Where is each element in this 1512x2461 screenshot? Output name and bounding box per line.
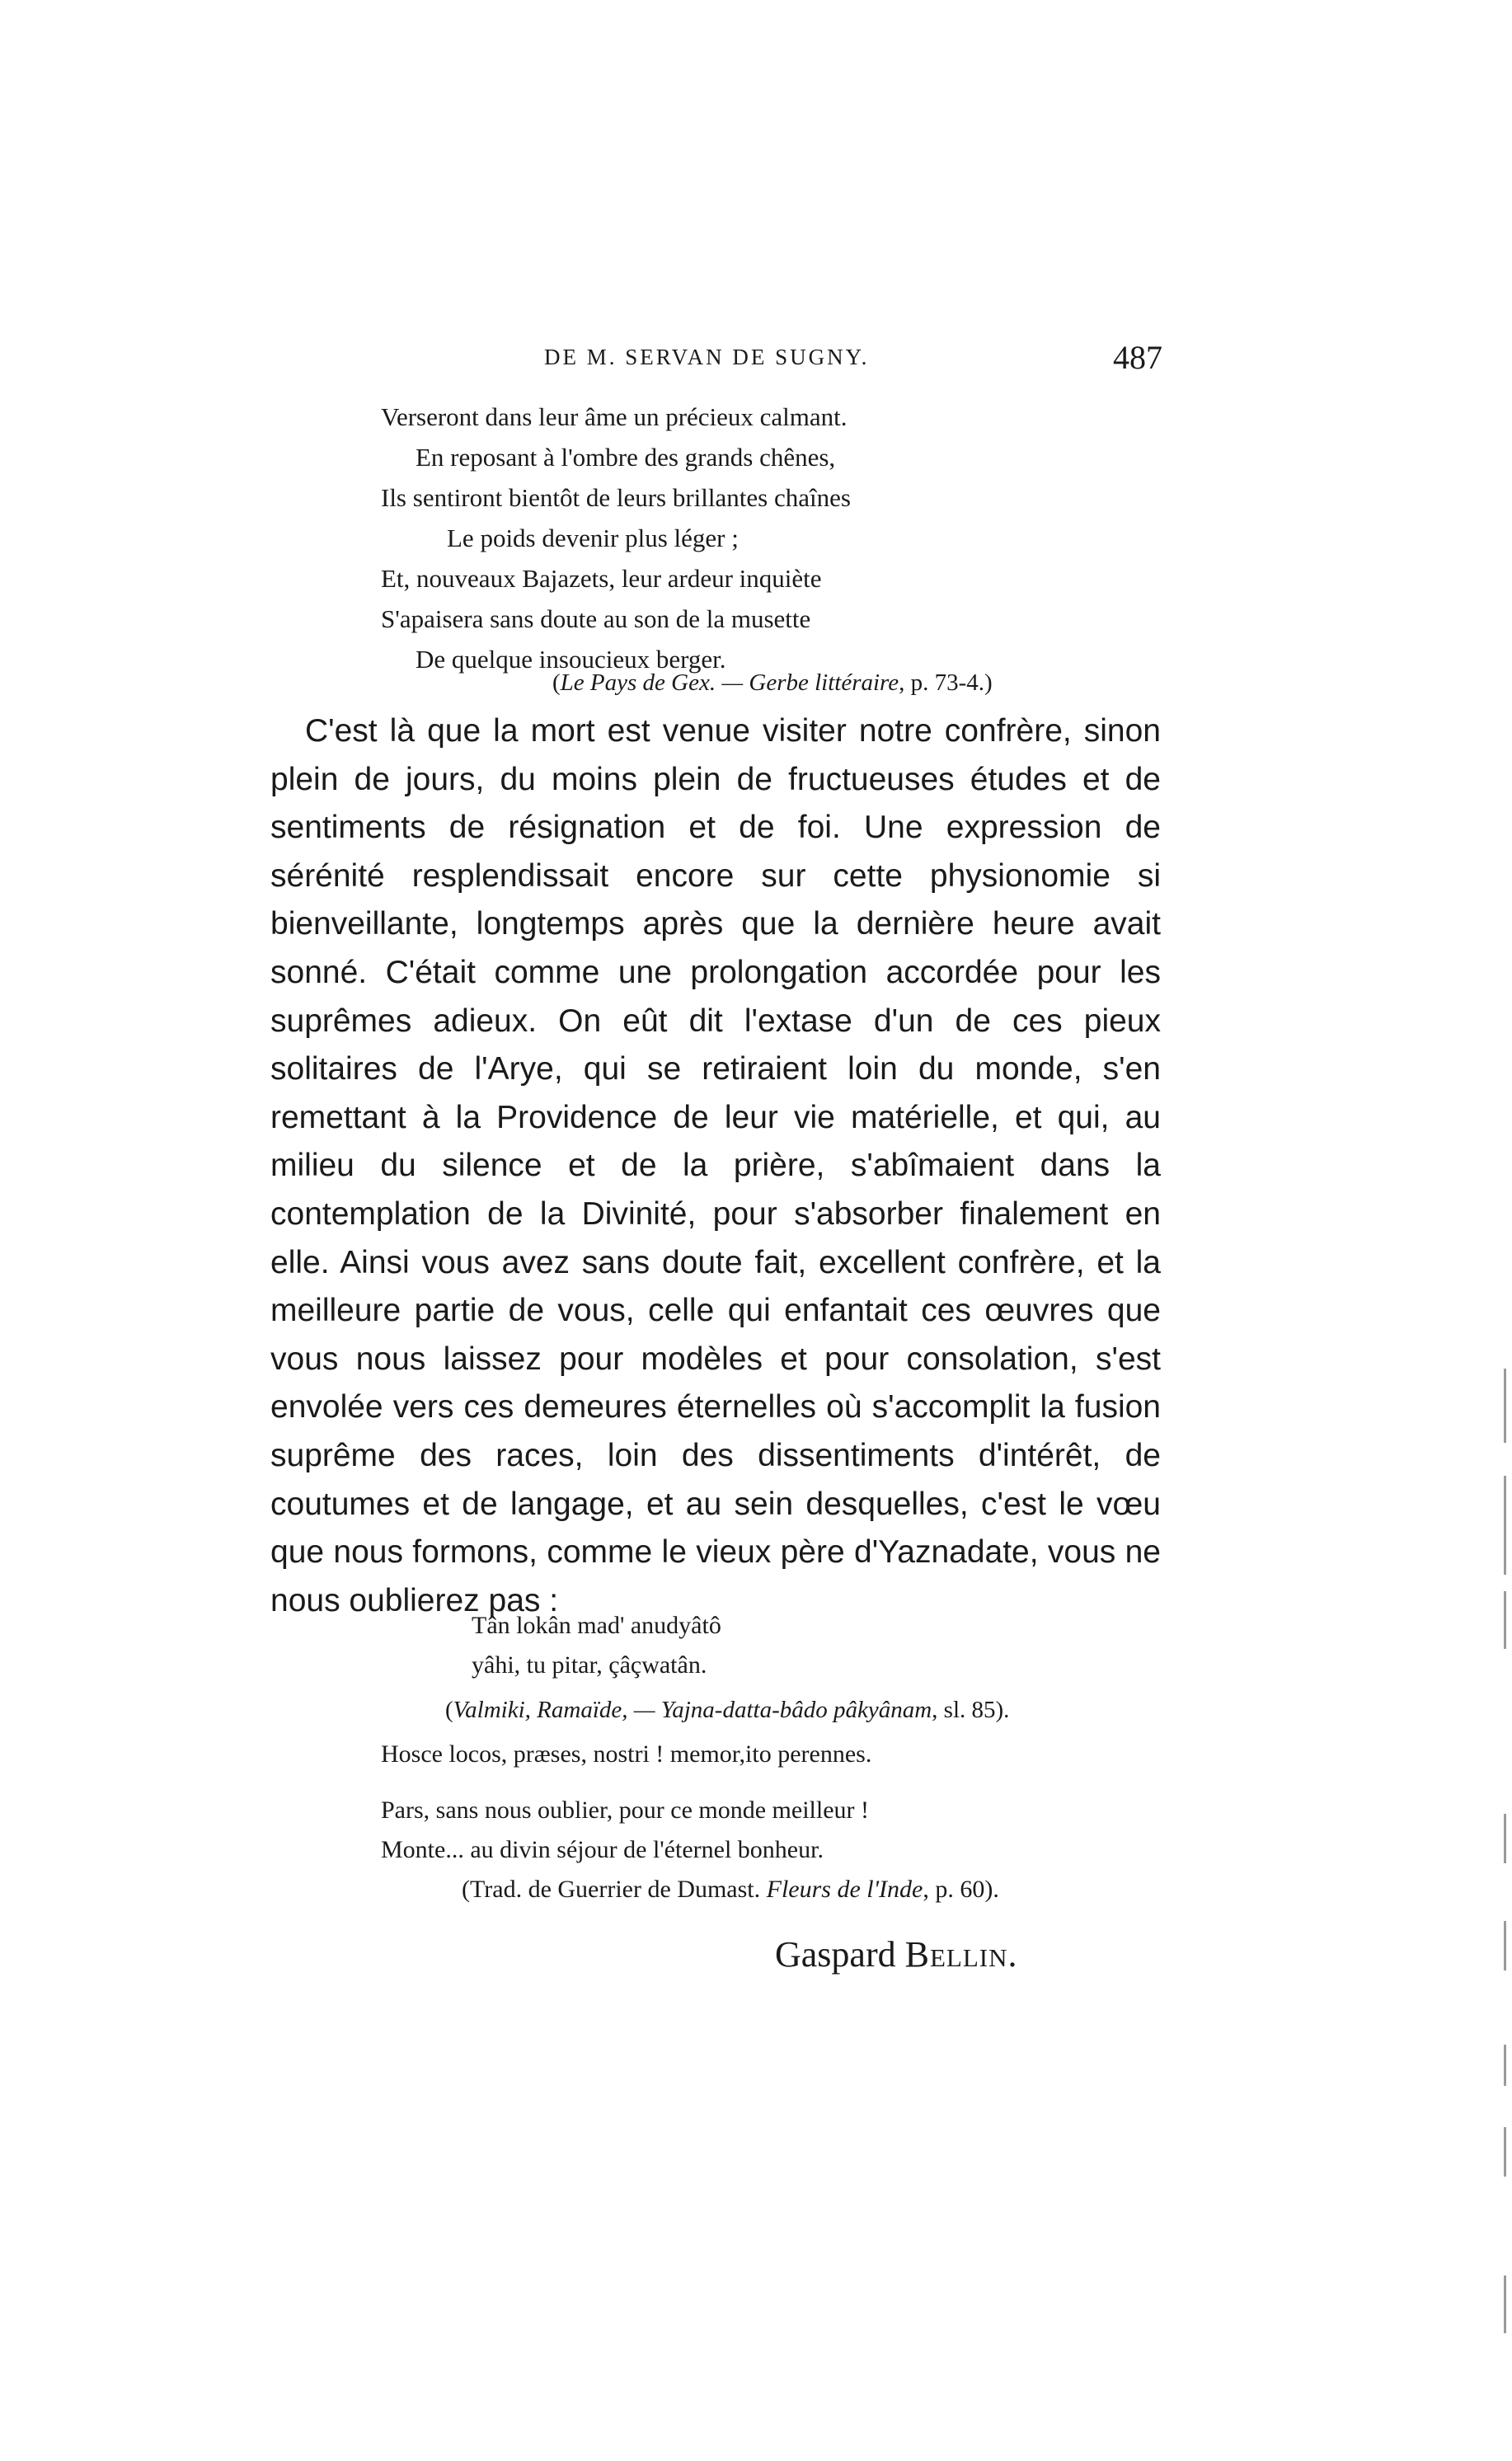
citation-page: , p. 73-4.): [899, 669, 993, 696]
page-header: [272, 339, 1162, 386]
french-line: Monte... au divin séjour de l'éternel bonheur.: [381, 1836, 824, 1863]
french-verse: [381, 1791, 869, 1870]
verse-line: De quelque insoucieux berger.: [416, 645, 726, 674]
scan-mark: [1504, 1369, 1506, 1443]
main-paragraph: C'est là que la mort est venue visiter notre confrère, sinon plein de jours, du moins plein de fructueuses études et de sentiments de résignation et de foi. Une expression de sérénité resplendissait encore sur cette physionomie si bienveillante, longtemps après que la dernière heure avait sonné. C'était comme une prolongation accordée pour les suprêmes adieux. On eût dit l'extase d'un de ces pieux solitaires de l'Arye, qui se retiraient loin du monde, s'en remettant à la Providence de leur vie matérielle, et qui, au milieu du silence et de la prière, s'abîmaient dans la contemplation de la Divinité, pour s'absorber finalement en elle. Ainsi vous avez sans doute fait, excellent confrère, et la meilleure partie de vous, celle qui enfantait ces œuvres que vous nous laissez pour modèles et pour consolation, s'est envolée vers ces demeures éternelles où s'accomplit la fusion suprême des races, loin des dissentiments d'intérêt, de coutumes et de langage, et au sein desquelles, c'est le vœu que nous formons, comme le vieux père d'Yaznadate, vous ne nous oublierez pas :: [270, 713, 1161, 1618]
citation-page: , sl. 85).: [932, 1697, 1010, 1723]
verse-line: En reposant à l'ombre des grands chênes,: [416, 443, 836, 472]
french-line: Pars, sans nous oublier, pour ce monde meilleur !: [381, 1796, 870, 1824]
author-signature: [775, 1933, 1017, 1975]
scan-mark: [1504, 1814, 1506, 1863]
citation-source: Valmiki, Ramaïde, — Yajna-datta-bâdo pâkyânam: [453, 1697, 932, 1723]
signature-first-name: Gaspard: [775, 1934, 905, 1975]
latin-verse: [381, 1735, 871, 1774]
verse-line: Et, nouveaux Bajazets, leur ardeur inquiète: [381, 564, 822, 593]
verse-stanza: [381, 397, 851, 679]
sanskrit-line: yâhi, tu pitar, çâçwatân.: [472, 1651, 707, 1679]
verse-line: S'apaisera sans doute au son de la musette: [381, 604, 811, 633]
page-number: 487: [1113, 339, 1162, 376]
scan-mark: [1504, 2127, 1506, 2177]
signature-last-name: Bellin.: [904, 1934, 1018, 1975]
scan-mark: [1504, 1476, 1506, 1575]
citation-valmiki: [445, 1697, 1009, 1724]
latin-line: Hosce locos, præses, nostri ! memor,ito perennes.: [381, 1740, 872, 1768]
scan-mark: [1504, 1591, 1506, 1649]
citation-open: (: [445, 1697, 453, 1723]
verse-line: Ils sentiront bientôt de leurs brillantes chaînes: [381, 483, 851, 512]
citation-pays-de-gex: [552, 669, 993, 697]
scan-mark: [1504, 2045, 1506, 2086]
scan-mark: [1504, 2275, 1506, 2333]
main-paragraph-block: [270, 707, 1161, 1625]
verse-line: Le poids devenir plus léger ;: [447, 524, 739, 552]
verse-line: Verseront dans leur âme un précieux calmant.: [381, 402, 848, 431]
citation-source: Fleurs de l'Inde: [766, 1876, 923, 1903]
running-head: DE M. SERVAN DE SUGNY.: [544, 345, 870, 369]
citation-open: (: [552, 669, 561, 696]
scan-mark: [1504, 1921, 1506, 1970]
citation-page: , p. 60).: [923, 1876, 999, 1903]
citation-source: Le Pays de Gex. — Gerbe littéraire: [560, 669, 899, 696]
sanskrit-line: Tân lokân mad' anudyâtô: [472, 1612, 721, 1639]
citation-prefix: (Trad. de Guerrier de Dumast.: [462, 1876, 767, 1903]
sanskrit-verse: [472, 1606, 721, 1685]
citation-translation: [462, 1870, 999, 1909]
